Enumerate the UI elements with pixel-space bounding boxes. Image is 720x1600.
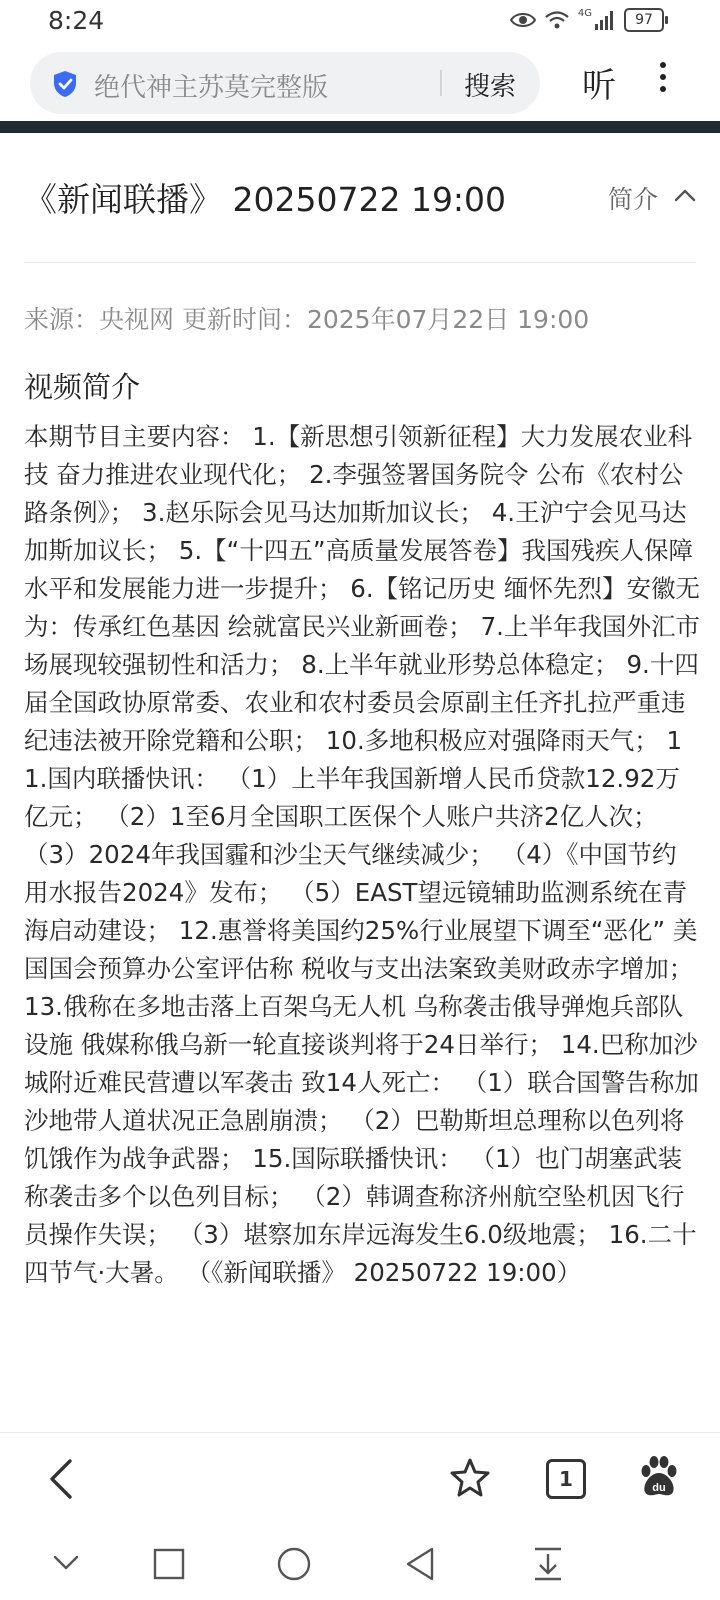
battery-level: 97 — [635, 12, 653, 28]
battery-icon — [624, 8, 664, 32]
status-icons — [510, 8, 664, 32]
source-info: 来源：央视网 更新时间：2025年07月22日 19:00 — [24, 305, 590, 334]
signal-icon — [594, 10, 616, 30]
bottom-toolbar — [0, 1432, 720, 1533]
svg-text:du: du — [652, 1482, 666, 1494]
tabs-icon[interactable] — [546, 1459, 586, 1499]
eye-icon — [510, 11, 536, 29]
section-title: 视频简介 — [24, 370, 141, 404]
status-time: 8:24 — [48, 6, 105, 35]
tab-count: 1 — [559, 1467, 573, 1491]
shield-check-icon — [52, 70, 78, 98]
browser-address-row — [0, 48, 720, 120]
intro-toggle-button[interactable]: 简介 — [608, 185, 659, 214]
back-triangle-icon[interactable] — [404, 1546, 436, 1582]
chevron-up-icon[interactable] — [674, 188, 696, 202]
more-vertical-icon[interactable] — [656, 62, 670, 102]
search-box[interactable] — [30, 52, 540, 114]
listen-button[interactable]: 听 — [582, 66, 616, 106]
video-title: 《新闻联播》 20250722 19:00 — [24, 180, 507, 219]
baidu-paw-icon[interactable] — [638, 1455, 678, 1499]
system-nav-bar — [0, 1532, 720, 1600]
star-icon[interactable] — [450, 1457, 490, 1497]
download-tray-icon[interactable] — [532, 1546, 564, 1582]
status-bar — [0, 0, 720, 46]
recent-apps-icon[interactable] — [153, 1548, 185, 1580]
search-divider — [440, 70, 442, 96]
network-type: 4G — [577, 8, 592, 19]
video-player-strip — [0, 121, 720, 133]
home-icon[interactable] — [276, 1546, 312, 1582]
video-title-row — [0, 168, 720, 228]
back-arrow-icon[interactable] — [44, 1457, 80, 1501]
collapse-chevron-icon[interactable] — [52, 1554, 80, 1572]
search-input[interactable]: 绝代神主苏莫完整版 — [94, 73, 329, 103]
wifi-icon — [544, 10, 570, 30]
divider — [24, 262, 696, 263]
video-description: 本期节目主要内容： 1.【新思想引领新征程】大力发展农业科技 奋力推进农业现代化； 2.李强签署国务院令 公布《农村公路条例》； 3.赵乐际会见马达加斯加议长； 4.王沪宁会见马达加斯加议长； 5.【“十四五”高质量发展答卷】我国残疾人保障水平和发展能力进一步提升； 6.【铭记历史 缅怀先烈】安徽无为：传承红色基因 绘就富民兴业新画卷； 7.上半年我国外汇市场展现较强韧性和活力； 8.上半年就业形势总体稳定； 9.十四届全国政协原常委、农业和农村委员会原副主任齐扎拉严重违纪违法被开除党籍和公职； 10.多地积极应对强降雨天气； 11.国内联播快讯： （1）上半年我国新增人民币贷款12.92万亿元； （2）1至6月全国职工医保个人账户共济2亿人次； （3）2024年我国霾和沙尘天气继续减少； （4）《中国节约用水报告2024》发布； （5）EAST望远镜辅助监测系统在青海启动建设； 12.惠誉将美国约25%行业展望下调至“恶化” 美国国会预算办公室评估称 税收与支出法案致美财政赤字增加； 13.俄称在多地击落上百架乌无人机 乌称袭击俄导弹炮兵部队设施 俄媒称俄乌新一轮直接谈判将于24日举行； 14.巴称加沙城附近难民营遭以军袭击 致14人死亡： （1）联合国警告称加沙地带人道状况正急剧崩溃； （2）巴勒斯坦总理称以色列将饥饿作为战争武器； 15.国际联播快讯： （1）也门胡塞武装称袭击多个以色列目标； （2）韩调查称济州航空坠机因飞行员操作失误； （3）堪察加东岸远海发生6.0级地震； 16.二十四节气·大暑。 （《新闻联播》 20250722 19:00） — [24, 422, 700, 1287]
search-button[interactable]: 搜索 — [464, 72, 517, 102]
